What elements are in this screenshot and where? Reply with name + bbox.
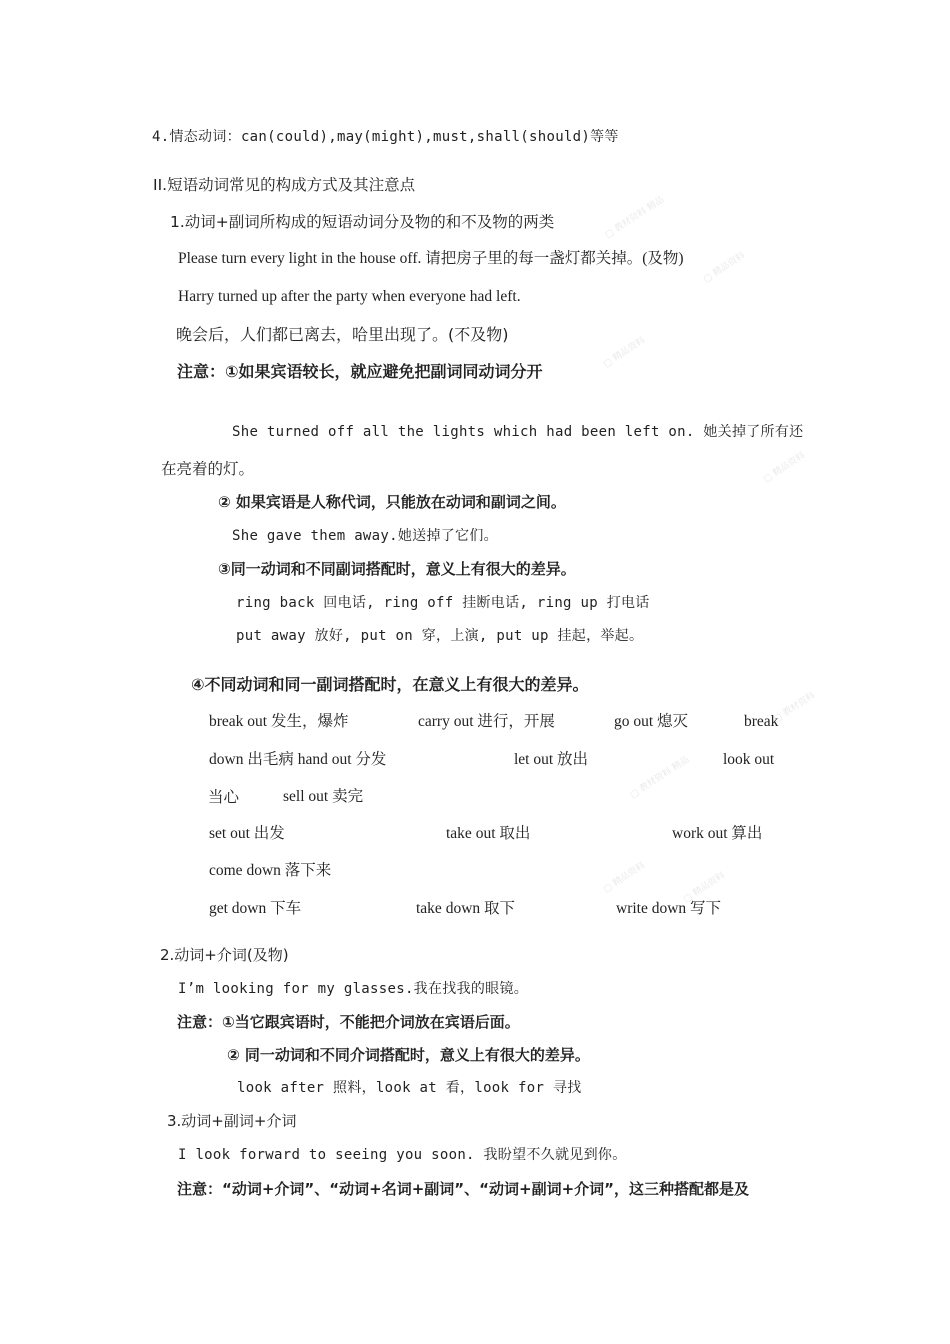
phrase-item: write down 写下	[616, 900, 722, 917]
watermark: ▢ 教材资料 精品	[603, 194, 667, 241]
subsection-title: 2.动词+介词(及物)	[160, 946, 289, 964]
watermark: ▢ 精品资料	[701, 250, 748, 285]
note: 注意：“动词+介词”、“动词+名词+副词”、“动词+副词+介词”，这三种搭配都是及	[177, 1180, 749, 1198]
phrase-item: get down 下车	[209, 900, 302, 917]
example-sentence: She turned off all the lights which had been left on. 她关掉了所有还	[232, 424, 804, 440]
note: ④不同动词和同一副词搭配时，在意义上有很大的差异。	[191, 675, 589, 694]
phrase-item: come down 落下来	[209, 862, 332, 879]
note: 注意：①当它跟宾语时，不能把介词放在宾语后面。	[177, 1013, 520, 1031]
note: ② 如果宾语是人称代词，只能放在动词和副词之间。	[218, 493, 566, 511]
phrase-item: let out 放出	[514, 751, 589, 768]
phrase-item: sell out 卖完	[283, 788, 364, 805]
note: 注意：①如果宾语较长，就应避免把副词同动词分开	[177, 362, 543, 381]
example-sentence: I’m looking for my glasses.我在找我的眼镜。	[178, 981, 529, 997]
example-sentence: She gave them away.她送掉了它们。	[232, 528, 498, 544]
watermark: ▢ 教材资料 精品	[628, 754, 692, 801]
phrase-item: break out 发生，爆炸	[209, 713, 349, 730]
section-title: II.短语动词常见的构成方式及其注意点	[153, 176, 416, 194]
example-phrases: look after 照料，look at 看，look for 寻找	[237, 1080, 582, 1096]
example-sentence-continued: 在亮着的灯。	[161, 460, 255, 478]
phrase-item: look out	[723, 751, 775, 768]
example-phrases: ring back 回电话, ring off 挂断电话, ring up 打电话	[236, 595, 650, 611]
phrase-item: take out 取出	[446, 825, 531, 842]
subsection-title: 3.动词+副词+介词	[167, 1112, 297, 1130]
watermark: ▢ 精品资料	[761, 450, 808, 485]
subsection-title: 1.动词+副词所构成的短语动词分及物的和不及物的两类	[170, 213, 555, 231]
watermark: ▢ 教材资料	[771, 690, 818, 725]
phrase-item: set out 出发	[209, 825, 285, 842]
example-sentence: Please turn every light in the house off. 请把房子里的每一盏灯都关掉。(及物)	[178, 250, 684, 267]
phrase-item: break	[744, 713, 779, 730]
phrase-item: carry out 进行，开展	[418, 713, 555, 730]
note: ② 同一动词和不同介词搭配时，意义上有很大的差异。	[227, 1046, 590, 1064]
example-sentence: Harry turned up after the party when everyone had left.	[178, 288, 521, 305]
example-phrases: put away 放好, put on 穿，上演, put up 挂起，举起。	[236, 628, 644, 644]
watermark: ▢ 精品资料	[601, 335, 648, 370]
note: ③同一动词和不同副词搭配时，意义上有很大的差异。	[218, 560, 576, 578]
example-translation: 晚会后，人们都已离去，哈里出现了。(不及物)	[176, 325, 509, 344]
phrase-item: go out 熄灭	[614, 713, 689, 730]
watermark: ▢ 精品资料	[681, 870, 728, 905]
watermark: ▢ 精品资料	[601, 860, 648, 895]
phrase-item: down 出毛病 hand out 分发	[209, 751, 387, 768]
example-sentence: I look forward to seeing you soon. 我盼望不久就见到你。	[178, 1147, 627, 1163]
phrase-item: 当心	[208, 788, 240, 806]
phrase-item: take down 取下	[416, 900, 516, 917]
phrase-item: work out 算出	[672, 825, 763, 842]
item-modal-verbs: 4.情态动词：can(could),may(might),must,shall(should)等等	[152, 129, 619, 145]
